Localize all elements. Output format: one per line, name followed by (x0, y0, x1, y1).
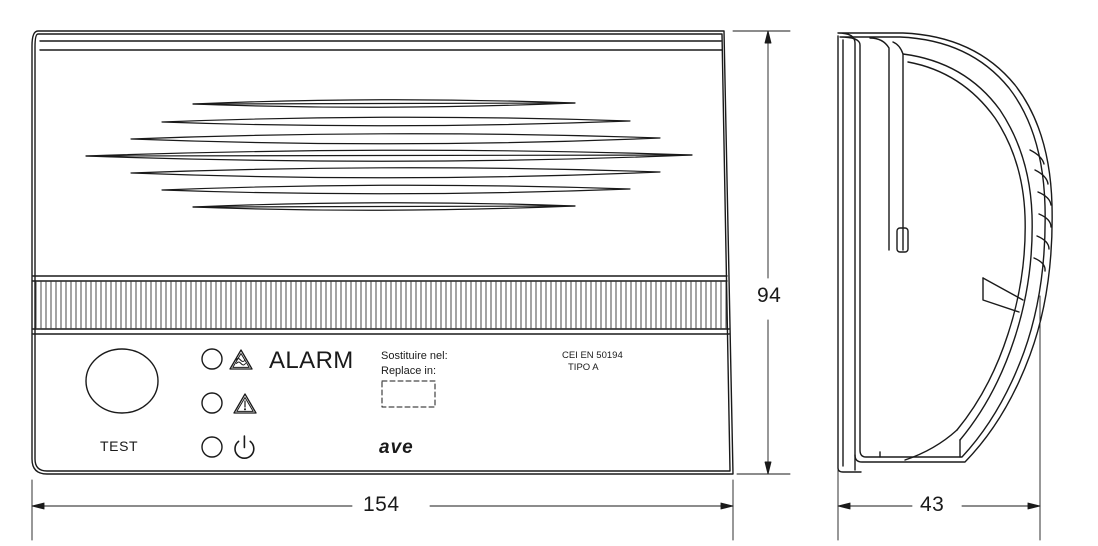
power-icon (235, 436, 254, 458)
test-button-label: TEST (100, 438, 139, 454)
side-view-outline (838, 33, 1052, 472)
standard-code-line2: TIPO A (568, 362, 599, 373)
replace-date-box (382, 381, 435, 407)
front-vent-lens-lines (86, 100, 692, 211)
front-view-outline (32, 31, 733, 474)
warning-triangle-gas-icon (230, 350, 252, 369)
replace-label-it: Sostituire nel: (381, 350, 448, 362)
alarm-led-label: ALARM (269, 347, 354, 374)
led-circles (202, 349, 222, 457)
test-button-shape (86, 349, 158, 413)
dimension-depth-value: 43 (920, 493, 945, 516)
replace-label-en: Replace in: (381, 365, 437, 377)
front-grille (36, 282, 726, 328)
dimension-width-value: 154 (363, 493, 400, 516)
warning-triangle-icon (234, 394, 256, 413)
dimension-height (733, 31, 790, 474)
brand-logo: ave (379, 437, 414, 458)
standard-code-line1: CEI EN 50194 (562, 350, 623, 361)
dimension-height-value: 94 (757, 284, 782, 307)
